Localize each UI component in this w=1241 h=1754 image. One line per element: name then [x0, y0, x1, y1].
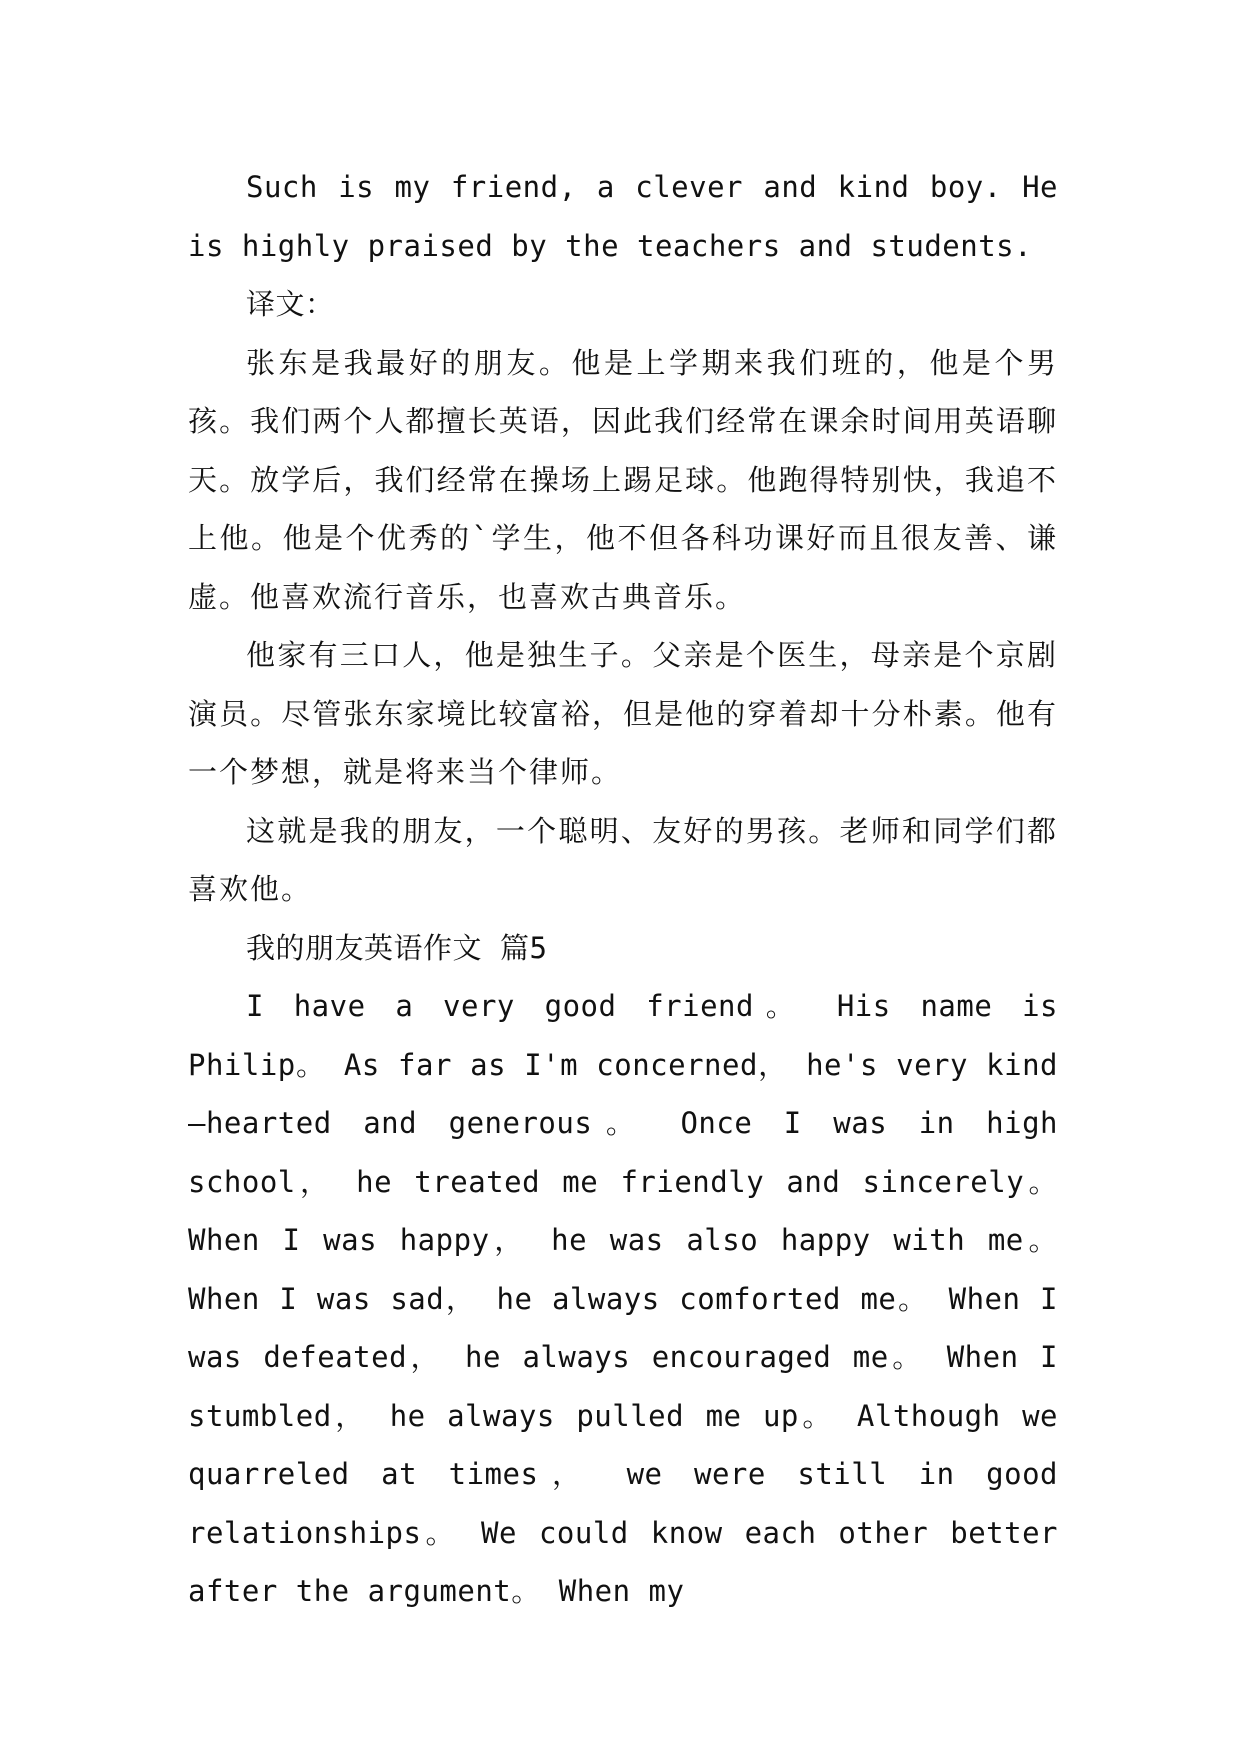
translation-label: 译文：: [246, 287, 335, 321]
translation-paragraph-2: 他家有三口人，他是独生子。父亲是个医生，母亲是个京剧演员。尽管张东家境比较富裕，但是他的穿着却十分朴素。他有一个梦想，就是将来当个律师。: [188, 638, 1058, 789]
english-closing-paragraph: Such is my friend, a clever and kind boy. He is highly praised by the teachers and students.: [188, 170, 1058, 263]
translation-paragraph-1: 张东是我最好的朋友。他是上学期来我们班的，他是个男孩。我们两个人都擅长英语，因此我们经常在课余时间用英语聊天。放学后，我们经常在操场上踢足球。他跑得特别快，我追不上他。他是个优秀的`学生，他不但各科功课好而且很友善、谦虚。他喜欢流行音乐，也喜欢古典音乐。: [188, 345, 1058, 614]
document-body: [188, 158, 1058, 1621]
essay-5-paragraph: I have a very good friend。 His name is Philip。 As far as I'm concerned， he's very kind—hearted and generous。 Once I was in high school， he treated me friendly and sincerely。When I was happy， he was also happy with me。 When I was sad， he always comforted me。 When I was defeated， he always encouraged me。 When I stumbled， he always pulled me up。 Although we quarreled at times， we were still in good relationships。 We could know each other better after the argument。 When my: [188, 989, 1058, 1608]
essay-5-heading: 我的朋友英语作文 篇5: [246, 930, 548, 965]
translation-paragraph-3: 这就是我的朋友，一个聪明、友好的男孩。老师和同学们都喜欢他。: [188, 813, 1058, 906]
